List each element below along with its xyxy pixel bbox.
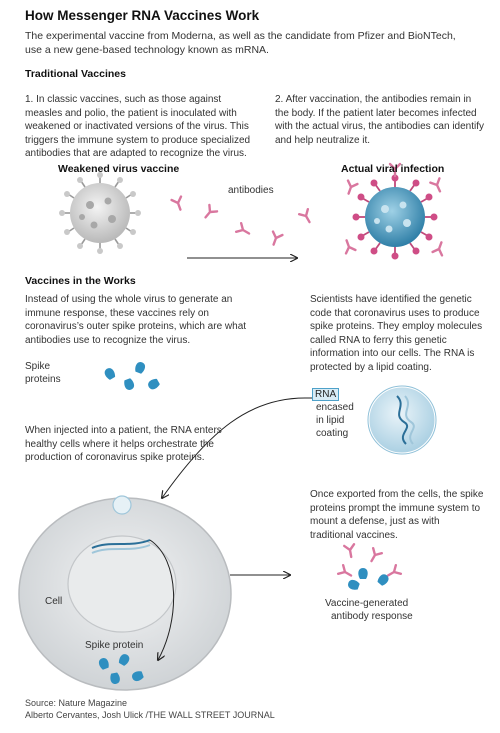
- label-antibody-response: Vaccine-generated antibody response: [325, 598, 413, 622]
- traditional-step-2: 2. After vaccination, the antibodies remain in the body. If the patient later becomes infected with the actual virus, the antibodies can identify and help neutralize it.: [275, 94, 485, 146]
- label-spike-protein: Spike protein: [85, 640, 144, 651]
- label-cell: Cell: [45, 596, 63, 607]
- traditional-step-1: 1. In classic vaccines, such as those against measles and polio, the patient is inoculated with weakened or inactivated versions of the virus. This triggers the immune system to produce specialized antibodies that are adapted to recognize the virus.: [25, 94, 251, 159]
- credit-line: Alberto Cervantes, Josh Ulick /THE WALL STREET JOURNAL: [25, 710, 275, 720]
- label-weakened-virus: Weakened virus vaccine: [58, 163, 180, 175]
- label-antibodies: antibodies: [228, 185, 274, 196]
- works-paragraph-left: Instead of using the whole virus to generate an immune response, these vaccines rely on coronavirus’s outer spike proteins, which are what antibodies use to recognize the virus.: [25, 294, 247, 346]
- active-virus-icon: [342, 164, 446, 260]
- cell-icon: [19, 496, 231, 690]
- antibody-response-icon: [338, 544, 401, 591]
- rna-highlight: RNA: [312, 388, 339, 401]
- spike-protein-icon: [103, 361, 161, 391]
- label-actual-infection: Actual viral infection: [341, 163, 445, 175]
- page-subtitle: The experimental vaccine from Moderna, as well as the candidate from Pfizer and BioNTech, use a new gene-based technology known as mRNA.: [25, 30, 456, 56]
- page-title: How Messenger RNA Vaccines Work: [25, 8, 260, 23]
- lipid-rna-icon: [368, 386, 436, 454]
- injected-paragraph: When injected into a patient, the RNA enters healthy cells where it helps orchestrate the production of coronavirus spike proteins.: [25, 425, 222, 463]
- section-heading-works: Vaccines in the Works: [25, 275, 136, 287]
- antibody-icon: [172, 197, 314, 247]
- weakened-virus-icon: [59, 172, 141, 254]
- section-heading-traditional: Traditional Vaccines: [25, 68, 126, 80]
- label-rna-lipid: RNA encased in lipid coating: [312, 388, 354, 440]
- label-spike-proteins: Spike proteins: [25, 361, 61, 385]
- works-paragraph-right: Scientists have identified the genetic code that coronavirus uses to produce spike proteins. They employ molecules called RNA to ferry this genetic information into our cells. The RNA is protected by a lipid coating.: [310, 294, 483, 373]
- source-line: Source: Nature Magazine: [25, 698, 128, 708]
- exported-paragraph: Once exported from the cells, the spike proteins prompt the immune system to mount a defense, just as with traditional vaccines.: [310, 489, 484, 541]
- source-credit: [25, 697, 275, 721]
